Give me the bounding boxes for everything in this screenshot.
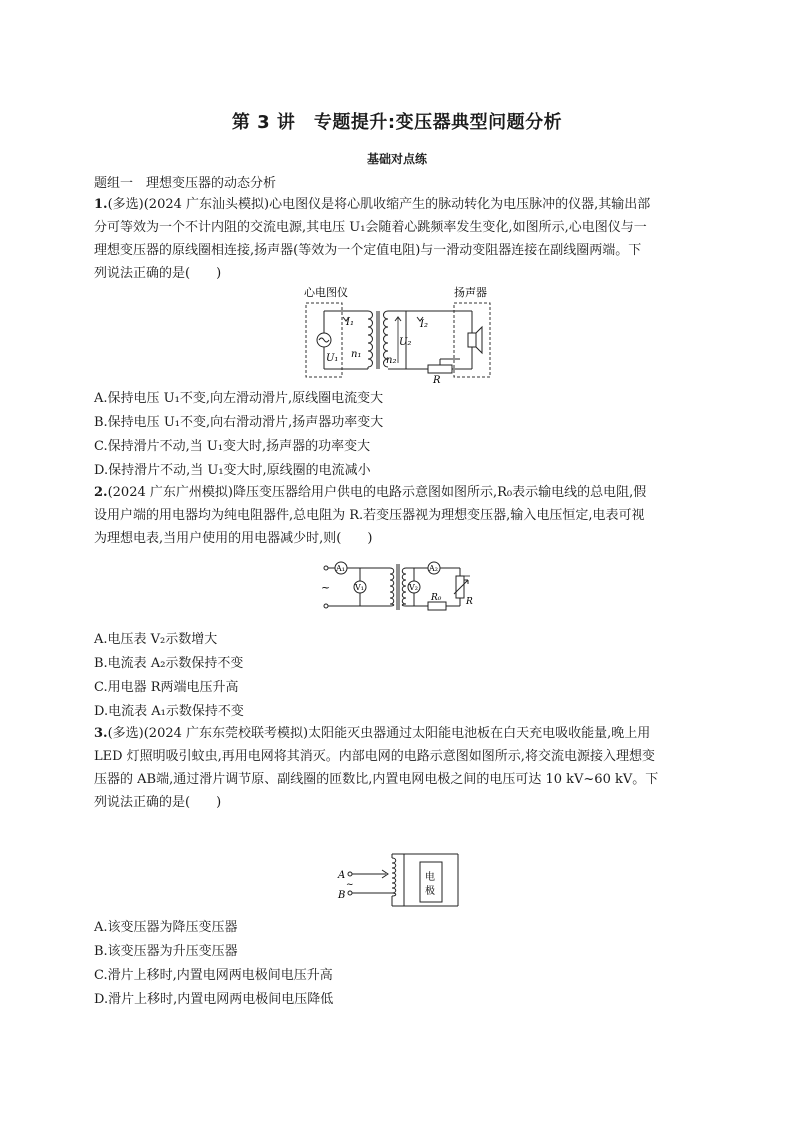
svg-text:R₀: R₀ [431,593,442,603]
question-1-line-1: 1.(多选)(2024 广东汕头模拟)心电图仪是将心肌收缩产生的脉动转化为电压脉冲的仪器,其输出部 [94,197,651,212]
question-1-line-2: 分可等效为一个不计内阻的交流电源,其电压 U₁会随着心跳频率发生变化,如图所示,心电图仪与一 [94,220,647,235]
figure-1-speaker-icon [468,333,476,347]
q3-option-b[interactable]: B.该变压器为升压变压器 [94,944,238,959]
q2-option-b[interactable]: B.电流表 A₂示数保持不变 [94,656,244,671]
question-3 [94,722,694,814]
q1-option-c[interactable]: C.保持滑片不动,当 U₁变大时,扬声器的功率变大 [94,439,371,454]
svg-text:I₂: I₂ [420,319,428,330]
svg-text:A: A [338,870,346,881]
q2-option-d[interactable]: D.电流表 A₁示数保持不变 [94,704,244,719]
q1-option-d[interactable]: D.保持滑片不动,当 U₁变大时,原线圈的电流减小 [94,463,371,478]
q2-option-c[interactable]: C.用电器 R两端电压升高 [94,680,239,695]
figure-1-label-speaker: 扬声器 [454,286,487,299]
svg-text:R: R [433,375,441,385]
svg-text:U₂: U₂ [399,337,412,348]
svg-text:V₁: V₁ [355,583,364,592]
page-title: 第 3 讲 专题提升:变压器典型问题分析 [231,112,563,133]
q1-option-b[interactable]: B.保持电压 U₁不变,向右滑动滑片,扬声器功率变大 [94,415,384,430]
question-1-line-4: 列说法正确的是( ) [94,266,222,281]
question-2-line-3: 为理想电表,当用户使用的用电器减少时,则( ) [94,531,373,546]
figure-1-label-ecg: 心电图仪 [304,286,348,299]
figure-2-resistor-r0 [428,602,446,610]
svg-text:V₂: V₂ [409,583,418,592]
svg-text:n₁: n₁ [351,349,362,360]
q3-option-c[interactable]: C.滑片上移时,内置电网两电极间电压升高 [94,968,333,983]
figure-3-transformer [392,858,396,896]
svg-text:A₂: A₂ [429,564,438,573]
question-3-number: 3. [94,726,108,741]
svg-text:电: 电 [425,872,435,883]
svg-text:~: ~ [346,880,354,890]
figure-2-circuit [318,556,480,620]
svg-text:极: 极 [425,886,435,897]
figure-2-transformer [390,568,394,606]
svg-text:~: ~ [321,581,331,594]
figure-1-rheostat [428,365,452,373]
question-2-line-1: 2.(2024 广东广州模拟)降压变压器给用户供电的电路示意图如图所示,R₀表示输电线的总电阻,假 [94,485,647,500]
q2-option-a[interactable]: A.电压表 V₂示数增大 [94,632,218,647]
question-3-line-4: 列说法正确的是( ) [94,795,222,810]
svg-text:U₁: U₁ [326,353,339,364]
question-1 [94,193,694,285]
svg-text:A₁: A₁ [336,564,345,573]
figure-2-load-r [456,576,464,598]
svg-text:B: B [338,890,346,901]
question-3-line-1: 3.(多选)(2024 广东东莞校联考模拟)太阳能灭虫器通过太阳能电池板在白天充电吸收能量,晚上用 [94,726,651,741]
question-2-line-2: 设用户端的用电器均为纯电阻器件,总电阻为 R.若变压器视为理想变压器,输入电压恒定,电表可视 [94,508,645,523]
group-title: 题组一 理想变压器的动态分析 [94,176,277,191]
svg-text:I₁: I₁ [346,317,354,328]
question-3-line-3: 压器的 AB端,通过滑片调节原、副线圈的匝数比,内置电网电极之间的电压可达 10 kV~60 kV。下 [94,772,659,787]
section-subtitle: 基础对点练 [366,152,427,166]
question-2-number: 2. [94,485,108,500]
q3-option-a[interactable]: A.该变压器为降压变压器 [94,920,238,935]
figure-1-primary-coil [368,311,373,367]
svg-text:R: R [466,597,473,607]
svg-text:n₂: n₂ [386,355,397,366]
q1-option-a[interactable]: A.保持电压 U₁不变,向左滑动滑片,原线圈电流变大 [94,391,384,406]
figure-1-circuit [296,283,502,385]
question-1-number: 1. [94,197,108,212]
question-2 [94,481,694,550]
question-1-line-3: 理想变压器的原线圈相连接,扬声器(等效为一个定值电阻)与一滑动变阻器连接在副线圈两端。下 [94,243,642,258]
figure-3-circuit [334,850,464,910]
question-3-line-2: LED 灯照明吸引蚊虫,再用电网将其消灭。内部电网的电路示意图如图所示,将交流电源接入理想变 [94,749,655,764]
q3-option-d[interactable]: D.滑片上移时,内置电网两电极间电压降低 [94,992,334,1007]
